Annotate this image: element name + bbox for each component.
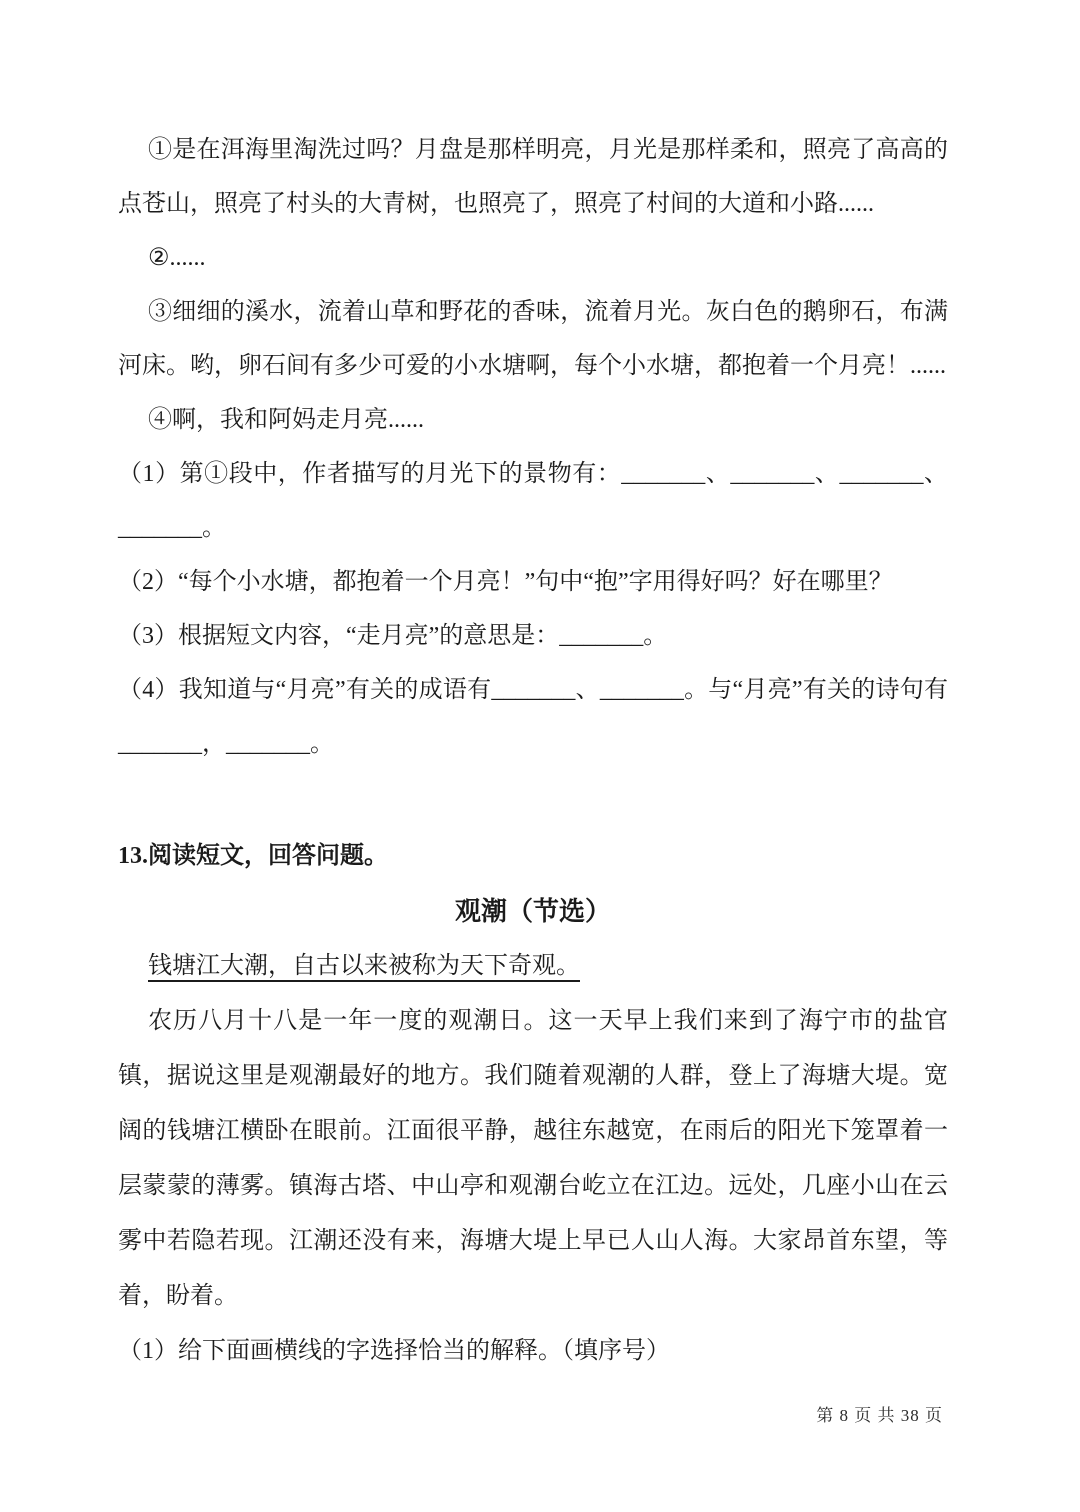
passage1-paragraph-2: ②......	[148, 245, 206, 271]
page-content	[118, 0, 948, 1379]
passage1-paragraph-1: ①是在洱海里淘洗过吗？月盘是那样明亮，月光是那样柔和，照亮了高高的点苍山，照亮了村头的大青树，也照亮了，照亮了村间的大道和小路......	[118, 137, 948, 217]
question13-sub-question-1: （1）给下面画横线的字选择恰当的解释。（填序号）	[118, 1338, 670, 1364]
question-13-section	[118, 829, 948, 1379]
question13-heading: 13.阅读短文，回答问题。	[118, 843, 388, 869]
passage1-question-1: （1）第①段中，作者描写的月光下的景物有：_______、_______、_______、_______。	[118, 461, 948, 541]
passage1-question-4: （4）我知道与“月亮”有关的成语有_______、_______。与“月亮”有关的诗句有_______，_______。	[118, 677, 948, 757]
page-number-footer: 第 8 页 共 38 页	[816, 1406, 943, 1425]
passage1-question-3: （3）根据短文内容，“走月亮”的意思是：_______。	[118, 623, 668, 649]
passage2-body-paragraph: 农历八月十八是一年一度的观潮日。这一天早上我们来到了海宁市的盐官镇，据说这里是观潮最好的地方。我们随着观潮的人群，登上了海塘大堤。宽阔的钱塘江横卧在眼前。江面很平静，越往东越宽，在雨后的阳光下笼罩着一层蒙蒙的薄雾。镇海古塔、中山亭和观潮台屹立在江边。远处，几座小山在云雾中若隐若现。江潮还没有来，海塘大堤上早已人山人海。大家昂首东望，等着，盼着。	[118, 1008, 948, 1309]
passage1-paragraph-3: ③细细的溪水，流着山草和野花的香味，流着月光。灰白色的鹅卵石，布满河床。哟，卵石间有多少可爱的小水塘啊，每个小水塘，都抱着一个月亮！......	[118, 299, 948, 379]
passage2-title: 观潮（节选）	[454, 897, 611, 926]
passage1-paragraph-4: ④啊，我和阿妈走月亮......	[148, 407, 424, 433]
section-gap	[118, 771, 948, 829]
passage2-first-paragraph	[118, 939, 948, 994]
passage1-question-2: （2）“每个小水塘，都抱着一个月亮！”句中“抱”字用得好吗？好在哪里？	[118, 569, 893, 595]
passage2-underlined-sentence: 钱塘江大潮，自古以来被称为天下奇观。	[148, 953, 580, 979]
